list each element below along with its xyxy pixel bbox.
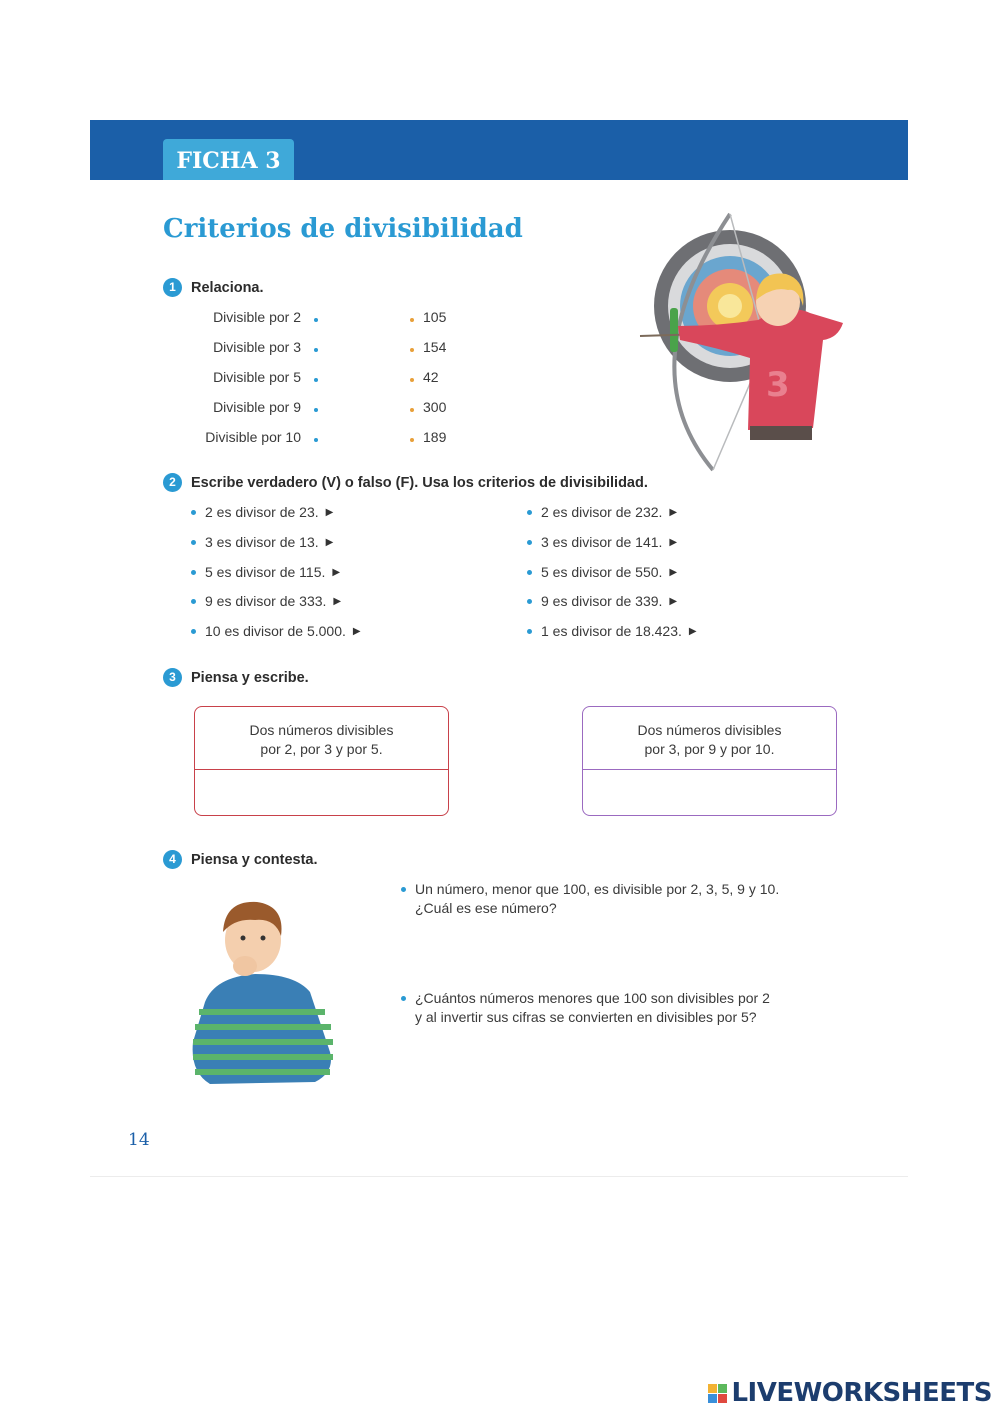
true-false-item (527, 504, 677, 520)
match-dot[interactable] (314, 318, 318, 322)
exercise-label: Piensa y escribe. (191, 669, 309, 686)
exercise-label: Piensa y contesta. (191, 851, 318, 868)
statement-text: 2 es divisor de 23. (205, 504, 319, 520)
statement-text: 10 es divisor de 5.000. (205, 623, 346, 639)
true-false-item (191, 593, 341, 609)
true-false-item (191, 564, 340, 580)
answer-box-1 (194, 706, 449, 816)
true-false-item (191, 504, 333, 520)
match-dot[interactable] (314, 438, 318, 442)
exercise-number-badge: 3 (163, 668, 182, 687)
brand-name: LIVEWORKSHEETS (731, 1378, 992, 1408)
relation-right-label: 154 (423, 339, 447, 355)
answer-arrow-icon[interactable]: ▶ (669, 595, 678, 607)
exercise-1-header (163, 278, 264, 297)
bullet (527, 599, 532, 604)
logo-tile (718, 1394, 727, 1403)
bullet (191, 570, 196, 575)
relation-right-label: 105 (423, 309, 447, 325)
bullet (191, 540, 196, 545)
bullet (527, 540, 532, 545)
target-center (718, 294, 742, 318)
bullet (401, 996, 406, 1001)
answer-box-prompt (583, 707, 836, 770)
ficha-tab: FICHA 3 (163, 139, 294, 180)
statement-text: 9 es divisor de 339. (541, 593, 663, 609)
worksheet-page (90, 120, 908, 1177)
question-item (401, 989, 801, 1027)
answer-arrow-icon[interactable]: ▶ (669, 536, 678, 548)
bullet (527, 570, 532, 575)
bullet (191, 510, 196, 515)
relation-left-label: Divisible por 5 (213, 369, 301, 385)
answer-arrow-icon[interactable]: ▶ (332, 566, 341, 578)
question-text (415, 880, 779, 918)
answer-input-area[interactable] (195, 770, 448, 815)
brand-logo-icon (708, 1384, 727, 1403)
match-dot[interactable] (410, 318, 414, 322)
bullet (191, 629, 196, 634)
match-dot[interactable] (314, 378, 318, 382)
match-dot[interactable] (410, 378, 414, 382)
match-dot[interactable] (410, 408, 414, 412)
exercise-2-header (163, 473, 648, 492)
bow-grip (670, 308, 678, 352)
archer-trousers (750, 426, 812, 440)
logo-tile (708, 1384, 717, 1393)
prompt-line: por 3, por 9 y por 10. (644, 741, 775, 757)
relation-left-item (118, 399, 318, 415)
statement-text: 5 es divisor de 115. (205, 564, 326, 580)
answer-box-prompt (195, 707, 448, 770)
statement-text: 5 es divisor de 550. (541, 564, 663, 580)
answer-arrow-icon[interactable]: ▶ (688, 625, 697, 637)
relation-left-item (118, 339, 318, 355)
relation-right-item (410, 369, 439, 385)
exercise-label: Relaciona. (191, 279, 264, 296)
exercise-number-badge: 2 (163, 473, 182, 492)
relation-right-item (410, 309, 446, 325)
relation-left-item (118, 369, 318, 385)
exercise-number-badge: 1 (163, 278, 182, 297)
relation-left-label: Divisible por 9 (213, 399, 301, 415)
prompt-line: Dos números divisibles (637, 722, 782, 738)
question-item (401, 880, 801, 918)
relation-right-label: 42 (423, 369, 439, 385)
logo-tile (708, 1394, 717, 1403)
relation-right-label: 300 (423, 399, 447, 415)
question-line: y al invertir sus cifras se convierten en divisibles por 5? (415, 1009, 757, 1025)
statement-text: 3 es divisor de 141. (541, 534, 663, 550)
prompt-line: por 2, por 3 y por 5. (260, 741, 383, 757)
question-text (415, 989, 770, 1027)
page-title: Criterios de divisibilidad (163, 214, 523, 244)
thinking-boy-illustration (185, 892, 345, 1092)
answer-input-area[interactable] (583, 770, 836, 815)
exercise-3-header (163, 668, 309, 687)
true-false-item (527, 564, 677, 580)
boy-eye (261, 936, 266, 941)
prompt-line: Dos números divisibles (249, 722, 394, 738)
statement-text: 1 es divisor de 18.423. (541, 623, 682, 639)
answer-arrow-icon[interactable]: ▶ (352, 625, 361, 637)
match-dot[interactable] (314, 408, 318, 412)
archer-illustration (638, 208, 848, 478)
page-number: 14 (128, 1130, 150, 1150)
question-line: ¿Cuántos números menores que 100 son divisibles por 2 (415, 990, 770, 1006)
true-false-item (527, 593, 677, 609)
liveworksheets-logo (708, 1378, 992, 1408)
relation-left-label: Divisible por 10 (205, 429, 301, 445)
answer-arrow-icon[interactable]: ▶ (669, 566, 678, 578)
bullet (401, 887, 406, 892)
relation-left-item (118, 429, 318, 445)
statement-text: 3 es divisor de 13. (205, 534, 319, 550)
match-dot[interactable] (314, 348, 318, 352)
question-line: Un número, menor que 100, es divisible por 2, 3, 5, 9 y 10. (415, 881, 780, 897)
exercise-4-header (163, 850, 318, 869)
exercise-label: Escribe verdadero (V) o falso (F). Usa los criterios de divisibilidad. (191, 474, 648, 491)
shirt-number: 3 (766, 365, 790, 405)
answer-arrow-icon[interactable]: ▶ (325, 506, 334, 518)
answer-arrow-icon[interactable]: ▶ (325, 536, 334, 548)
boy-eye (241, 936, 246, 941)
answer-arrow-icon[interactable]: ▶ (333, 595, 342, 607)
relation-left-label: Divisible por 2 (213, 309, 301, 325)
bullet (527, 510, 532, 515)
answer-arrow-icon[interactable]: ▶ (669, 506, 678, 518)
bullet (191, 599, 196, 604)
true-false-item (191, 534, 333, 550)
match-dot[interactable] (410, 348, 414, 352)
true-false-item (191, 623, 361, 639)
relation-right-item (410, 399, 446, 415)
relation-left-item (118, 309, 318, 325)
match-dot[interactable] (410, 438, 414, 442)
bullet (527, 629, 532, 634)
relation-left-label: Divisible por 3 (213, 339, 301, 355)
logo-tile (718, 1384, 727, 1393)
exercise-number-badge: 4 (163, 850, 182, 869)
relation-right-label: 189 (423, 429, 447, 445)
relation-right-item (410, 339, 446, 355)
statement-text: 9 es divisor de 333. (205, 593, 327, 609)
true-false-item (527, 623, 697, 639)
true-false-item (527, 534, 677, 550)
relation-right-item (410, 429, 446, 445)
answer-box-2 (582, 706, 837, 816)
question-line: ¿Cuál es ese número? (415, 900, 557, 916)
boy-hand (233, 956, 257, 976)
statement-text: 2 es divisor de 232. (541, 504, 663, 520)
